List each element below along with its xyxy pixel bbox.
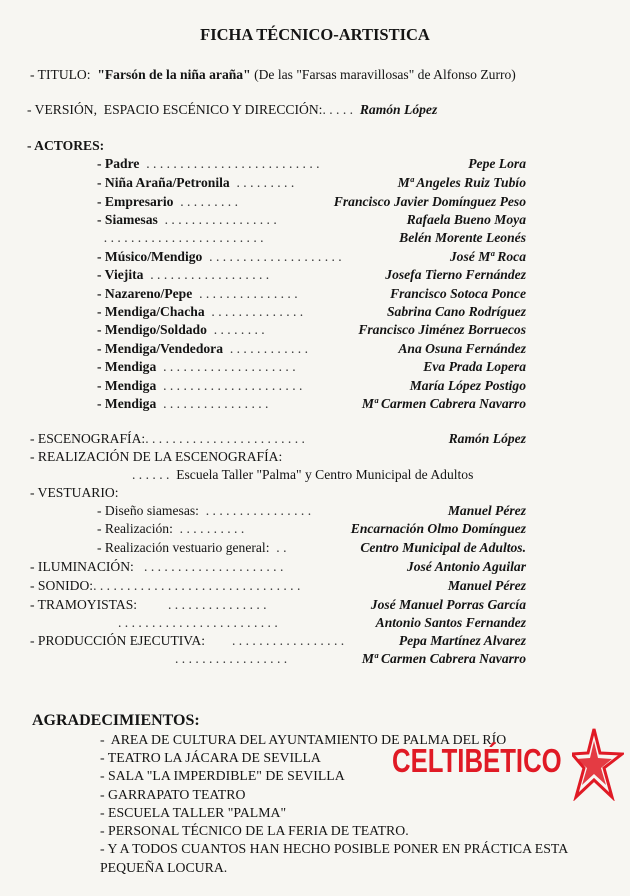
celtibetico-stamp-text: CELTIBÉTICO <box>392 742 562 779</box>
actor-role-line <box>97 211 277 228</box>
actor-name: Sabrina Cano Rodríguez <box>386 304 526 319</box>
tramoyista-name: José Manuel Porras García <box>370 597 526 612</box>
actor-name: Mª Carmen Cabrera Navarro <box>361 396 526 411</box>
titulo-line <box>30 66 516 83</box>
tramoyista-dots: . . . . . . . . . . . . . . . . . . . . . . . . <box>118 615 278 630</box>
actor-name: Pepe Lora <box>468 156 526 171</box>
actor-name: Mª Angeles Ruiz Tubío <box>397 175 526 190</box>
sonido-value: Manuel Pérez <box>447 578 526 593</box>
vestuario-label: - VESTUARIO: <box>30 485 119 500</box>
vestuario-row-line <box>97 539 286 556</box>
actor-role: - Nazareno/Pepe <box>97 286 193 301</box>
version-dots: . . . . . <box>322 102 354 117</box>
tramoyista-name: Antonio Santos Fernandez <box>375 615 526 630</box>
actor-name: Francisco Sotoca Ponce <box>390 286 526 301</box>
actor-role-line <box>97 155 320 172</box>
actor-role-line <box>97 395 268 412</box>
red-star-icon <box>572 727 624 801</box>
sonido-label: - SONIDO: <box>30 578 94 593</box>
realizacion-escenografia-label: - REALIZACIÓN DE LA ESCENOGRAFÍA: <box>30 449 283 464</box>
actor-role: - Mendiga/Chacha <box>97 304 205 319</box>
produccion-dots: . . . . . . . . . . . . . . . . . <box>175 651 288 666</box>
vestuario-row-dots: . . . . . . . . . . . . . . . . <box>205 503 312 518</box>
actor-role: - Padre <box>97 156 140 171</box>
vestuario-row-value: Centro Municipal de Adultos. <box>360 540 526 555</box>
vestuario-row-label: - Diseño siamesas: <box>97 503 199 518</box>
actor-dots: . . . . . . . . . . . . . . . . <box>163 396 269 411</box>
realizacion-escenografia-line <box>132 466 473 483</box>
vestuario-row-value: Encarnación Olmo Domínguez <box>350 521 526 536</box>
tramoyista-dots: . . . . . . . . . . . . . . . <box>168 597 267 612</box>
agradecimiento-item: - ESCUELA TALLER "PALMA" <box>100 805 287 820</box>
actor-role-line <box>97 340 308 357</box>
actor-role-line <box>97 193 238 210</box>
actor-name: Josefa Tierno Fernández <box>385 267 526 282</box>
vestuario-row-line <box>97 520 244 537</box>
actor-dots: . . . . . . . . . <box>180 194 238 209</box>
actor-name: Francisco Jiménez Borruecos <box>358 322 526 337</box>
produccion-name: Mª Carmen Cabrera Navarro <box>361 651 526 666</box>
agradecimiento-item: - GARRAPATO TEATRO <box>100 787 246 802</box>
version-line <box>27 101 437 118</box>
version-value: Ramón López <box>359 102 438 117</box>
agradecimiento-item: - TEATRO LA JÁCARA DE SEVILLA <box>100 750 321 765</box>
actor-role-line <box>97 285 298 302</box>
actor-name: Belén Morente Leonés <box>399 230 526 245</box>
actor-role-line <box>97 377 302 394</box>
actor-role: - Mendiga <box>97 359 157 374</box>
actor-role-line <box>97 248 342 265</box>
actor-dots: . . . . . . . . . . . . <box>229 341 308 356</box>
iluminacion-label: - ILUMINACIÓN: <box>30 559 134 574</box>
actor-dots: . . . . . . . . . . . . . . . . . . . . <box>163 359 296 374</box>
escenografia-line <box>30 430 305 447</box>
actor-role-line <box>97 303 303 320</box>
produccion-label: - PRODUCCIÓN EJECUTIVA: <box>30 633 205 648</box>
actor-role: - Viejita <box>97 267 144 282</box>
actor-dots: . . . . . . . . . <box>236 175 295 190</box>
actor-role: - Siamesas <box>97 212 158 227</box>
actor-dots: . . . . . . . . . . . . . . . . . . . . . . . . <box>103 230 264 245</box>
agradecimiento-item: - PERSONAL TÉCNICO DE LA FERIA DE TEATRO. <box>100 823 409 838</box>
agradecimientos-label: AGRADECIMIENTOS: <box>32 712 200 729</box>
iluminacion-value: José Antonio Aguilar <box>406 559 526 574</box>
titulo-rest: (De las "Farsas maravillosas" de Alfonso Zurro) <box>254 67 516 82</box>
vestuario-row-dots: . . <box>276 540 287 555</box>
actor-role: - Empresario <box>97 194 174 209</box>
actor-role: - Mendiga <box>97 396 157 411</box>
actor-role: - Mendiga/Vendedora <box>97 341 224 356</box>
vestuario-row-dots: . . . . . . . . . . <box>179 521 245 536</box>
actor-dots: . . . . . . . . . . . . . . <box>211 304 304 319</box>
actores-label: - ACTORES: <box>27 138 105 153</box>
actor-name: Francisco Javier Domínguez Peso <box>333 194 526 209</box>
vestuario-row-value: Manuel Pérez <box>447 503 526 518</box>
iluminacion-line <box>30 558 283 575</box>
actor-dots: . . . . . . . . . . . . . . . . . . . . . . . . . . <box>146 156 320 171</box>
escenografia-label: - ESCENOGRAFÍA: <box>30 431 146 446</box>
actor-dots: . . . . . . . . . . . . . . . . . . . . . <box>163 378 303 393</box>
actor-role: - Niña Araña/Petronila <box>97 175 230 190</box>
iluminacion-dots: . . . . . . . . . . . . . . . . . . . . . <box>144 559 284 574</box>
actor-role: - Músico/Mendigo <box>97 249 203 264</box>
actor-name: María López Postigo <box>409 378 526 393</box>
actor-role: - Mendiga <box>97 378 157 393</box>
actor-dots: . . . . . . . . . . . . . . . . . . . . <box>209 249 342 264</box>
vestuario-row-label: - Realización: <box>97 521 173 536</box>
actor-role-line <box>97 321 265 338</box>
actor-dots: . . . . . . . . . . . . . . . . . . <box>150 267 270 282</box>
actor-role-line <box>97 266 269 283</box>
actor-dots: . . . . . . . . <box>213 322 265 337</box>
escenografia-dots: . . . . . . . . . . . . . . . . . . . . . . . . <box>145 431 305 446</box>
actor-name: Ana Osuna Fernández <box>398 341 526 356</box>
tramoyistas-label: - TRAMOYISTAS: <box>30 597 138 612</box>
actor-name: Eva Prada Lopera <box>423 359 526 374</box>
escenografia-value: Ramón López <box>448 431 526 446</box>
actor-name: Rafaela Bueno Moya <box>406 212 526 227</box>
sonido-dots: . . . . . . . . . . . . . . . . . . . . . . . . . . . . . . . <box>93 578 301 593</box>
actor-role-line <box>97 229 264 246</box>
agradecimiento-item: - AREA DE CULTURA DEL AYUNTAMIENTO DE PALMA DEL RÍO <box>100 732 507 747</box>
actor-role-line <box>97 358 296 375</box>
actor-name: José Mª Roca <box>449 249 526 264</box>
vestuario-row-label: - Realización vestuario general: <box>97 540 270 555</box>
actor-role-line <box>97 174 294 191</box>
vestuario-row-line <box>97 502 311 519</box>
agradecimiento-item: - SALA "LA IMPERDIBLE" DE SEVILLA <box>100 768 345 783</box>
titulo-label: - TITULO: <box>30 67 91 82</box>
realizacion-escenografia-dots: . . . . . . <box>132 467 170 482</box>
titulo-name: "Farsón de la niña araña" <box>97 67 251 82</box>
actor-dots: . . . . . . . . . . . . . . . . . <box>164 212 277 227</box>
actor-dots: . . . . . . . . . . . . . . . <box>199 286 298 301</box>
sonido-line <box>30 577 300 594</box>
produccion-dots: . . . . . . . . . . . . . . . . . <box>232 633 345 648</box>
page-title: FICHA TÉCNICO-ARTISTICA <box>200 25 430 44</box>
produccion-name: Pepa Martínez Alvarez <box>398 633 526 648</box>
agradecimiento-item: PEQUEÑA LOCURA. <box>100 860 228 875</box>
actor-role: - Mendigo/Soldado <box>97 322 207 337</box>
realizacion-escenografia-value: Escuela Taller "Palma" y Centro Municipal de Adultos <box>176 467 474 482</box>
agradecimiento-item: - Y A TODOS CUANTOS HAN HECHO POSIBLE PONER EN PRÁCTICA ESTA <box>100 841 569 856</box>
version-label: - VERSIÓN, ESPACIO ESCÉNICO Y DIRECCIÓN: <box>27 102 323 117</box>
